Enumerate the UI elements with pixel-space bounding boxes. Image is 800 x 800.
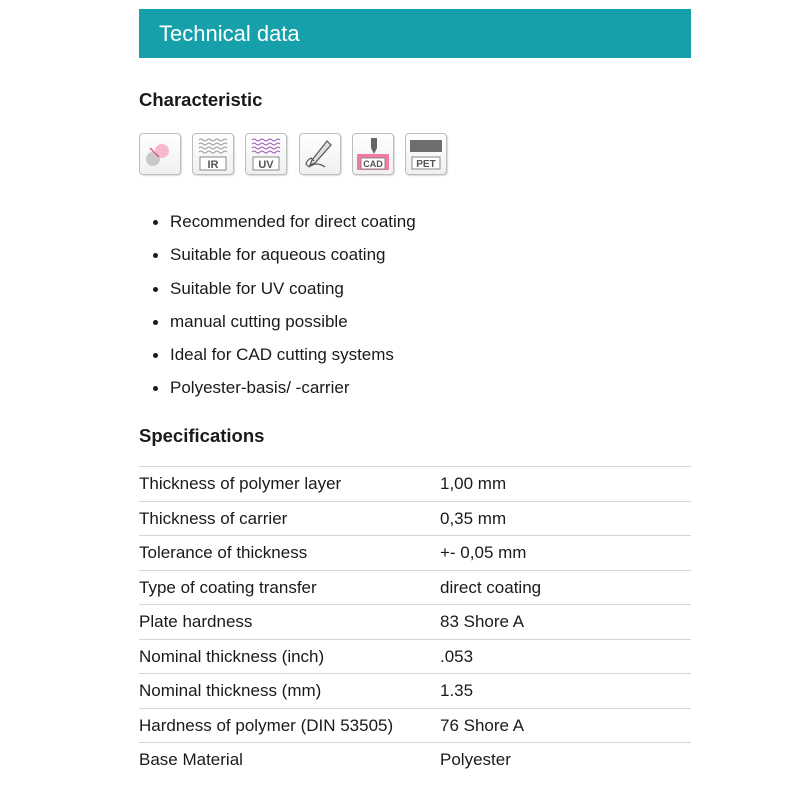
spec-key: Plate hardness — [139, 605, 440, 640]
ir-icon-label: IR — [207, 159, 219, 171]
uv-icon-label: UV — [258, 159, 274, 171]
specifications-heading: Specifications — [139, 425, 265, 446]
feature-list — [139, 205, 416, 405]
section-banner — [139, 9, 691, 58]
pet-icon-label: PET — [416, 159, 436, 170]
specifications-table — [139, 466, 691, 777]
list-item: Suitable for aqueous coating — [139, 238, 416, 271]
spec-key: Nominal thickness (inch) — [139, 639, 440, 674]
spec-value: 1,00 mm — [440, 467, 691, 502]
list-item: Recommended for direct coating — [139, 205, 416, 238]
spec-value: .053 — [440, 639, 691, 674]
spec-key: Base Material — [139, 743, 440, 777]
spec-value: 0,35 mm — [440, 501, 691, 536]
table-row — [139, 639, 691, 674]
spec-value: 76 Shore A — [440, 708, 691, 743]
table-row — [139, 674, 691, 709]
spec-key: Type of coating transfer — [139, 570, 440, 605]
manual-cutting-icon — [299, 133, 341, 175]
list-item: Ideal for CAD cutting systems — [139, 338, 416, 371]
spec-key: Nominal thickness (mm) — [139, 674, 440, 709]
table-row — [139, 743, 691, 777]
pet-icon — [405, 133, 447, 175]
table-row — [139, 501, 691, 536]
table-row — [139, 536, 691, 571]
spec-key: Thickness of carrier — [139, 501, 440, 536]
table-row — [139, 570, 691, 605]
cad-icon-label: CAD — [363, 159, 383, 169]
spec-value: 1.35 — [440, 674, 691, 709]
spec-key: Tolerance of thickness — [139, 536, 440, 571]
list-item: Polyester-basis/ -carrier — [139, 371, 416, 404]
uv-icon — [245, 133, 287, 175]
spec-key: Thickness of polymer layer — [139, 467, 440, 502]
table-row — [139, 708, 691, 743]
spec-value: Polyester — [440, 743, 691, 777]
table-row — [139, 467, 691, 502]
spec-value: +- 0,05 mm — [440, 536, 691, 571]
technical-data-section — [139, 9, 691, 769]
spec-key: Hardness of polymer (DIN 53505) — [139, 708, 440, 743]
banner-title: Technical data — [159, 21, 300, 46]
spec-value: 83 Shore A — [440, 605, 691, 640]
direct-coating-icon — [139, 133, 181, 175]
table-row — [139, 605, 691, 640]
ir-icon — [192, 133, 234, 175]
spec-value: direct coating — [440, 570, 691, 605]
cad-icon — [352, 133, 394, 175]
list-item: Suitable for UV coating — [139, 272, 416, 305]
list-item: manual cutting possible — [139, 305, 416, 338]
characteristic-heading: Characteristic — [139, 89, 263, 110]
